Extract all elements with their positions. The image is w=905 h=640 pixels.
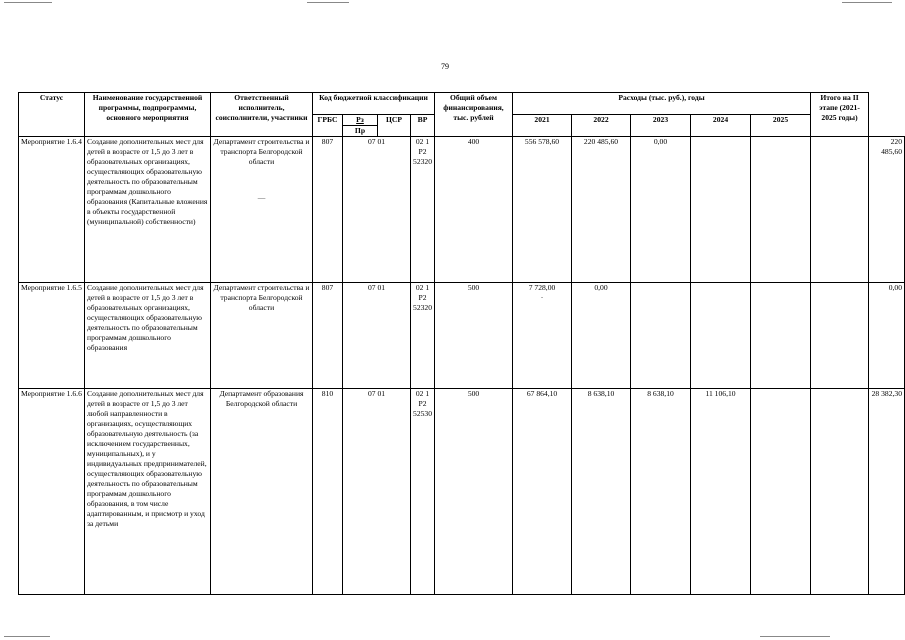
row-2024 [751, 389, 811, 595]
row-stage-total: 0,00 [869, 283, 905, 389]
header-pr: Пр [343, 126, 378, 137]
row-responsible-dash: — [257, 193, 266, 203]
row-name: Создание дополнительных мест для детей в возрасте от 1,5 до 3 лет в образовательных организациях, осуществляющих образовательную деятельность по образовательным программам дошкольного образования [85, 283, 211, 389]
row-2023 [691, 283, 751, 389]
header-grbs: ГРБС [313, 115, 343, 137]
row-stage-total: 28 382,30 [869, 389, 905, 595]
row-2024 [751, 137, 811, 283]
row-grbs: 807 [313, 137, 343, 283]
row-name: Создание дополнительных мест для детей в возрасте от 1,5 до 3 лет в образовательных организациях, осуществляющих образовательную деятельность по образовательным программам дошкольного образования (Капитальные вложения в объекты государственной (муниципальной) собственности) [85, 137, 211, 283]
table-row [19, 389, 905, 595]
row-total-value: 7 728,00 [528, 283, 556, 293]
row-rz-pr: 07 01 [343, 137, 411, 283]
row-vr: 500 [435, 389, 513, 595]
row-stage-total: 220 485,60 [869, 137, 905, 283]
header-expenses: Расходы (тыс. руб.), годы [513, 93, 811, 115]
row-status: Мероприятие 1.6.5 [19, 283, 85, 389]
scan-edge-bottom-left [4, 636, 50, 637]
header-year-2023: 2023 [631, 115, 691, 137]
row-2025 [811, 283, 869, 389]
row-2023: 11 106,10 [691, 389, 751, 595]
row-2025 [811, 137, 869, 283]
row-total-mark: · [540, 293, 544, 303]
row-2022: 0,00 [631, 137, 691, 283]
header-stage-total: Итого на II этапе (2021-2025 годы) [811, 93, 869, 137]
page-number: 79 [441, 62, 449, 71]
header-rz: Рз [343, 115, 378, 126]
row-responsible: Департамент образования Белгородской области [211, 389, 313, 595]
header-status: Статус [19, 93, 85, 137]
header-budget-code: Код бюджетной классификации [313, 93, 435, 115]
row-grbs: 810 [313, 389, 343, 595]
header-year-2021: 2021 [513, 115, 572, 137]
row-status: Мероприятие 1.6.4 [19, 137, 85, 283]
header-year-2025: 2025 [751, 115, 811, 137]
budget-table [18, 92, 905, 595]
row-2021: 8 638,10 [572, 389, 631, 595]
row-grbs: 807 [313, 283, 343, 389]
row-csr: 02 1 P2 52320 [411, 137, 435, 283]
row-csr: 02 1 P2 52320 [411, 283, 435, 389]
row-rz-pr: 07 01 [343, 283, 411, 389]
row-vr: 500 [435, 283, 513, 389]
row-total: 67 864,10 [513, 389, 572, 595]
table-row [19, 283, 905, 389]
scan-edge-bottom-right [760, 636, 830, 637]
row-total [513, 283, 572, 389]
row-rz-pr: 07 01 [343, 389, 411, 595]
row-2021: 0,00 [572, 283, 631, 389]
row-2022: 8 638,10 [631, 389, 691, 595]
row-2021: 220 485,60 [572, 137, 631, 283]
row-2022 [631, 283, 691, 389]
header-responsible: Ответственный исполнитель, соисполнители, участники [211, 93, 313, 137]
row-total: 556 578,60 [513, 137, 572, 283]
row-responsible: Департамент строительства и транспорта Белгородской области [211, 283, 313, 389]
scan-edge-top-left [4, 2, 52, 3]
row-responsible [211, 137, 313, 283]
header-name: Наименование государственной программы, подпрограммы, основного мероприятия [85, 93, 211, 137]
row-2025 [811, 389, 869, 595]
scan-edge-top-right [842, 2, 892, 3]
header-year-2022: 2022 [572, 115, 631, 137]
header-vr: ВР [411, 115, 435, 137]
row-vr: 400 [435, 137, 513, 283]
row-csr: 02 1 P2 52530 [411, 389, 435, 595]
row-2024 [751, 283, 811, 389]
header-total: Общий объем финансирования, тыс. рублей [435, 93, 513, 137]
header-year-2024: 2024 [691, 115, 751, 137]
row-name: Создание дополнительных мест для детей в возрасте от 1,5 до 3 лет любой направленности в организациях, осуществляющих образовательную деятельность (за исключением государственных, муниципальных), и у индивидуальных предпринимателей, осуществляющих образовательную деятельность по образовательным программам дошкольного образования, в том числе адаптированным, и присмотр и уход за детьми [85, 389, 211, 595]
row-responsible-text: Департамент строительства и транспорта Белгородской области [213, 137, 310, 167]
header-csr: ЦСР [378, 115, 411, 137]
table-row [19, 137, 905, 283]
row-status: Мероприятие 1.6.6 [19, 389, 85, 595]
scan-edge-top-mid [307, 2, 349, 3]
row-2023 [691, 137, 751, 283]
